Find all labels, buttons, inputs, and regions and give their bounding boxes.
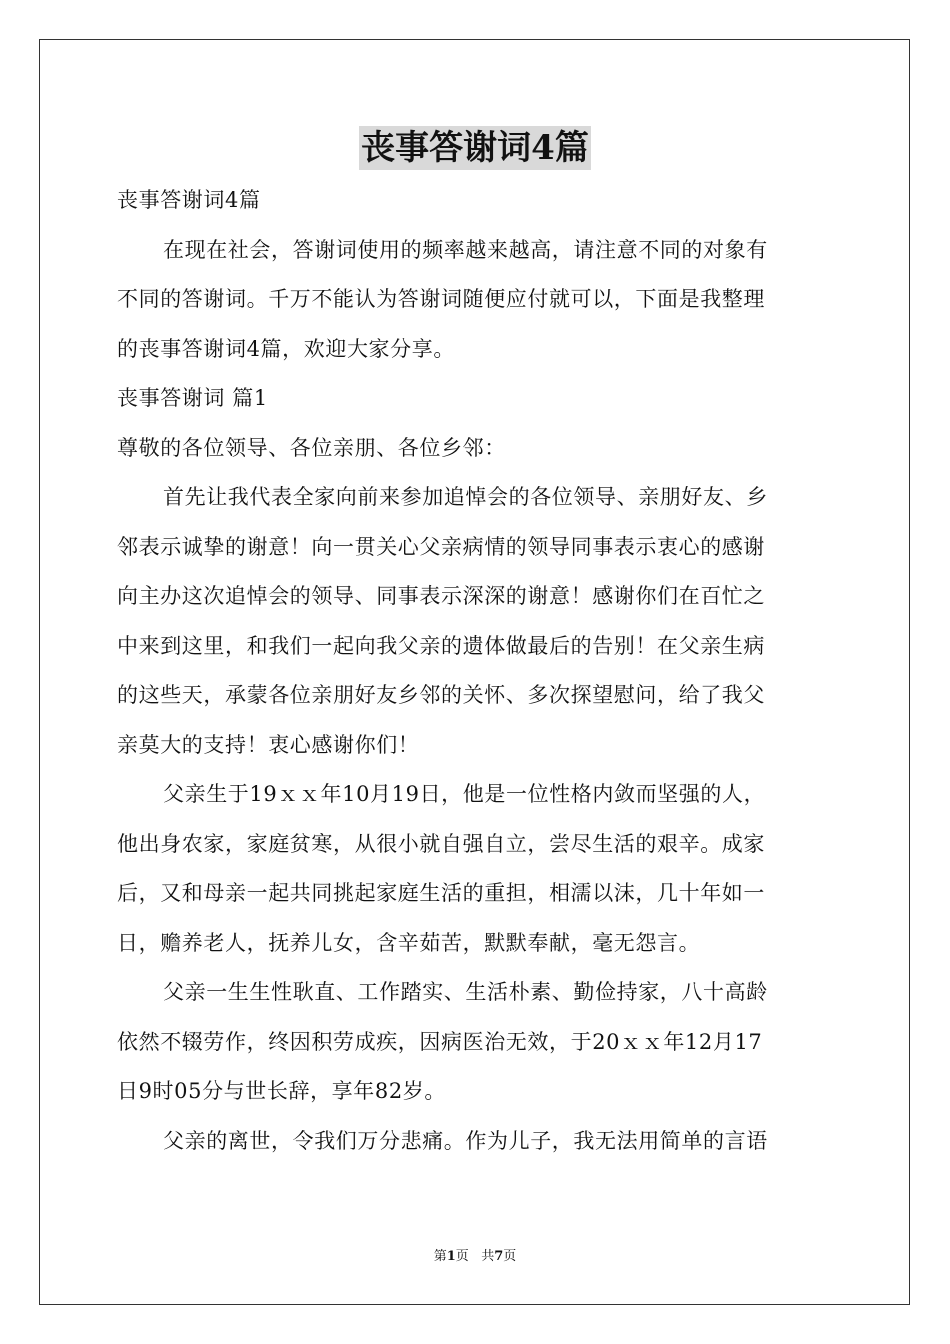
text-line: 不同的答谢词。千万不能认为答谢词随便应付就可以，下面是我整理 bbox=[117, 287, 765, 311]
text-line: 日9时05分与世长辞，享年82岁。 bbox=[117, 1079, 447, 1103]
text-line: 尊敬的各位领导、各位亲朋、各位乡邻： bbox=[117, 435, 506, 460]
text-line: 父亲生于19ｘｘ年10月19日，他是一位性格内敛而坚强的人， bbox=[163, 782, 766, 806]
title-container bbox=[0, 126, 950, 170]
page-prefix: 第 bbox=[433, 1249, 447, 1264]
page-total: 7 bbox=[494, 1249, 504, 1264]
text-line: 父亲一生生性耿直、工作踏实、生活朴素、勤俭持家，八十高龄 bbox=[163, 980, 768, 1004]
text-line: 的丧事答谢词4篇，欢迎大家分享。 bbox=[117, 336, 455, 361]
text-line: 日，赡养老人，抚养儿女，含辛茹苦，默默奉献，毫无怨言。 bbox=[117, 930, 701, 955]
page-footer bbox=[0, 1248, 950, 1266]
text-line: 中来到这里，和我们一起向我父亲的遗体做最后的告别！在父亲生病 bbox=[117, 633, 765, 658]
text-line: 丧事答谢词4篇 bbox=[117, 188, 261, 212]
text-line: 在现在社会，答谢词使用的频率越来越高，请注意不同的对象有 bbox=[163, 237, 768, 262]
total-suffix: 页 bbox=[503, 1249, 517, 1264]
text-line: 首先让我代表全家向前来参加追悼会的各位领导、亲朋好友、乡 bbox=[163, 485, 768, 509]
page-current: 1 bbox=[446, 1249, 456, 1264]
text-line: 向主办这次追悼会的领导、同事表示深深的谢意！感谢你们在百忙之 bbox=[117, 584, 765, 608]
total-prefix: 共 bbox=[481, 1249, 495, 1264]
text-line: 父亲的离世，令我们万分悲痛。作为儿子，我无法用简单的言语 bbox=[163, 1128, 768, 1153]
document-body bbox=[117, 176, 833, 1166]
text-line: 亲莫大的支持！衷心感谢你们！ bbox=[117, 732, 420, 757]
text-line: 后，又和母亲一起共同挑起家庭生活的重担，相濡以沫，几十年如一 bbox=[117, 881, 765, 905]
text-line: 丧事答谢词 篇1 bbox=[117, 386, 268, 410]
text-line: 邻表示诚挚的谢意！向一贯关心父亲病情的领导同事表示衷心的感谢 bbox=[117, 534, 765, 559]
page-suffix: 页 bbox=[455, 1249, 469, 1264]
document-title: 丧事答谢词4篇 bbox=[361, 128, 589, 168]
text-line: 他出身农家，家庭贫寒，从很小就自强自立，尝尽生活的艰辛。成家 bbox=[117, 831, 765, 856]
text-line: 的这些天，承蒙各位亲朋好友乡邻的关怀、多次探望慰问，给了我父 bbox=[117, 683, 765, 707]
text-line: 依然不辍劳作，终因积劳成疾，因病医治无效，于20ｘｘ年12月17 bbox=[117, 1029, 763, 1054]
